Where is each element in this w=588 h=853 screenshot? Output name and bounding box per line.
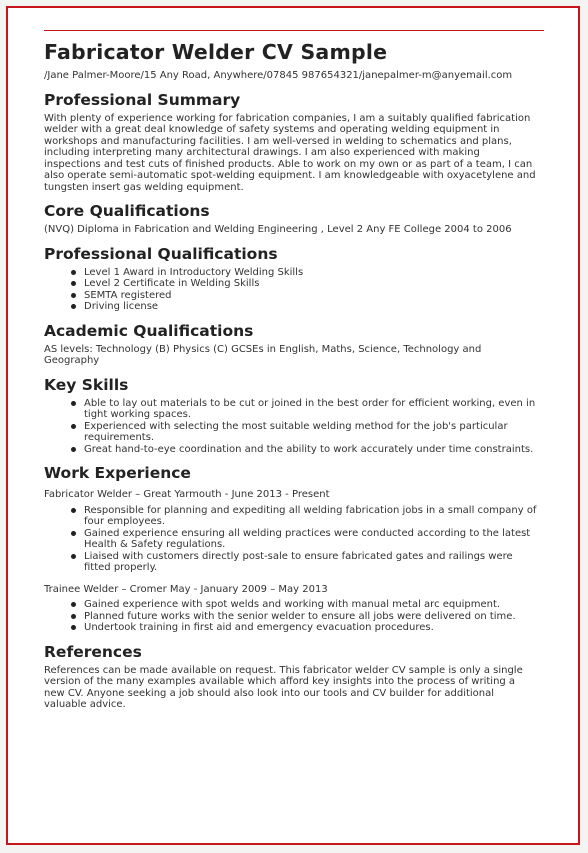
- summary-text: With plenty of experience working for fabrication companies, I am a suitably qualified fabrication welder with a great deal knowledge of safety systems and operating welding equipment in workshops and manufacturing facilities. I am well-versed in welding to schematics and plans, including interpreting many architectural drawings. I am also experienced with making inspections and test cuts of finished products. Able to work on my own or as part of a team, I can also operate semi-automatic spot-welding equipment. I am knowledgeable with oxyacetylene and tungsten insert gas welding equipment.: [44, 112, 536, 193]
- references-heading: References: [44, 642, 142, 661]
- cv-document: [44, 38, 538, 711]
- work-heading: Work Experience: [44, 464, 191, 482]
- list-item: Level 2 Certificate in Welding Skills: [84, 278, 538, 290]
- job-title: Fabricator Welder – Great Yarmouth - June 2013 - Present: [44, 489, 330, 500]
- list-item: Responsible for planning and expediting all welding fabrication jobs in a small company of four employees.: [84, 504, 537, 527]
- summary-heading: Professional Summary: [44, 90, 241, 109]
- skills-heading: Key Skills: [44, 375, 129, 394]
- professional-heading: Professional Qualifications: [44, 244, 278, 263]
- contact-line: /Jane Palmer-Moore/15 Any Road, Anywhere/07845 987654321/janepalmer-m@anyemail.com: [44, 70, 513, 81]
- list-item: Experienced with selecting the most suitable welding method for the job's particular requirements.: [84, 421, 538, 444]
- document-title: Fabricator Welder CV Sample: [44, 40, 388, 64]
- list-item: Driving license: [84, 301, 538, 313]
- academic-heading: Academic Qualifications: [44, 321, 254, 340]
- core-heading: Core Qualifications: [44, 202, 210, 220]
- list-item: Gained experience ensuring all welding practices were conducted according to the latest Health & Safety regulations.: [84, 528, 538, 551]
- job-title: Trainee Welder – Cromer May - January 2009 – May 2013: [44, 583, 328, 595]
- list-item: Able to lay out materials to be cut or joined in the best order for efficient working, even in tight working spaces.: [84, 398, 538, 421]
- core-text: (NVQ) Diploma in Fabrication and Welding Engineering , Level 2 Any FE College 2004 to 2006: [44, 224, 512, 235]
- list-item: Level 1 Award in Introductory Welding Skills: [84, 267, 538, 279]
- list-item: Liaised with customers directly post-sale to ensure fabricated gates and railings were fitted properly.: [84, 551, 538, 574]
- professional-list: [44, 267, 538, 313]
- job-duties-list: [44, 505, 538, 574]
- spacer: [44, 574, 538, 578]
- list-item: SEMTA registered: [84, 290, 538, 302]
- references-text: References can be made available on request. This fabricator welder CV sample is only a single version of the many examples available which afford key insights into the process of writing a new CV. Anyone seeking a job should also look into our tools and CV builder for additional valuable advice.: [44, 664, 523, 710]
- academic-text: AS levels: Technology (B) Physics (C) GCSEs in English, Maths, Science, Technology and Geography: [44, 343, 482, 366]
- list-item: Planned future works with the senior welder to ensure all jobs were delivered on time.: [84, 611, 538, 623]
- top-rule: [44, 30, 544, 31]
- list-item: Undertook training in first aid and emergency evacuation procedures.: [84, 622, 538, 634]
- job-duties-list: [44, 599, 538, 634]
- list-item: Great hand-to-eye coordination and the ability to work accurately under time constraints.: [84, 444, 538, 456]
- skills-list: [44, 398, 538, 456]
- list-item: Gained experience with spot welds and working with manual metal arc equipment.: [84, 599, 538, 611]
